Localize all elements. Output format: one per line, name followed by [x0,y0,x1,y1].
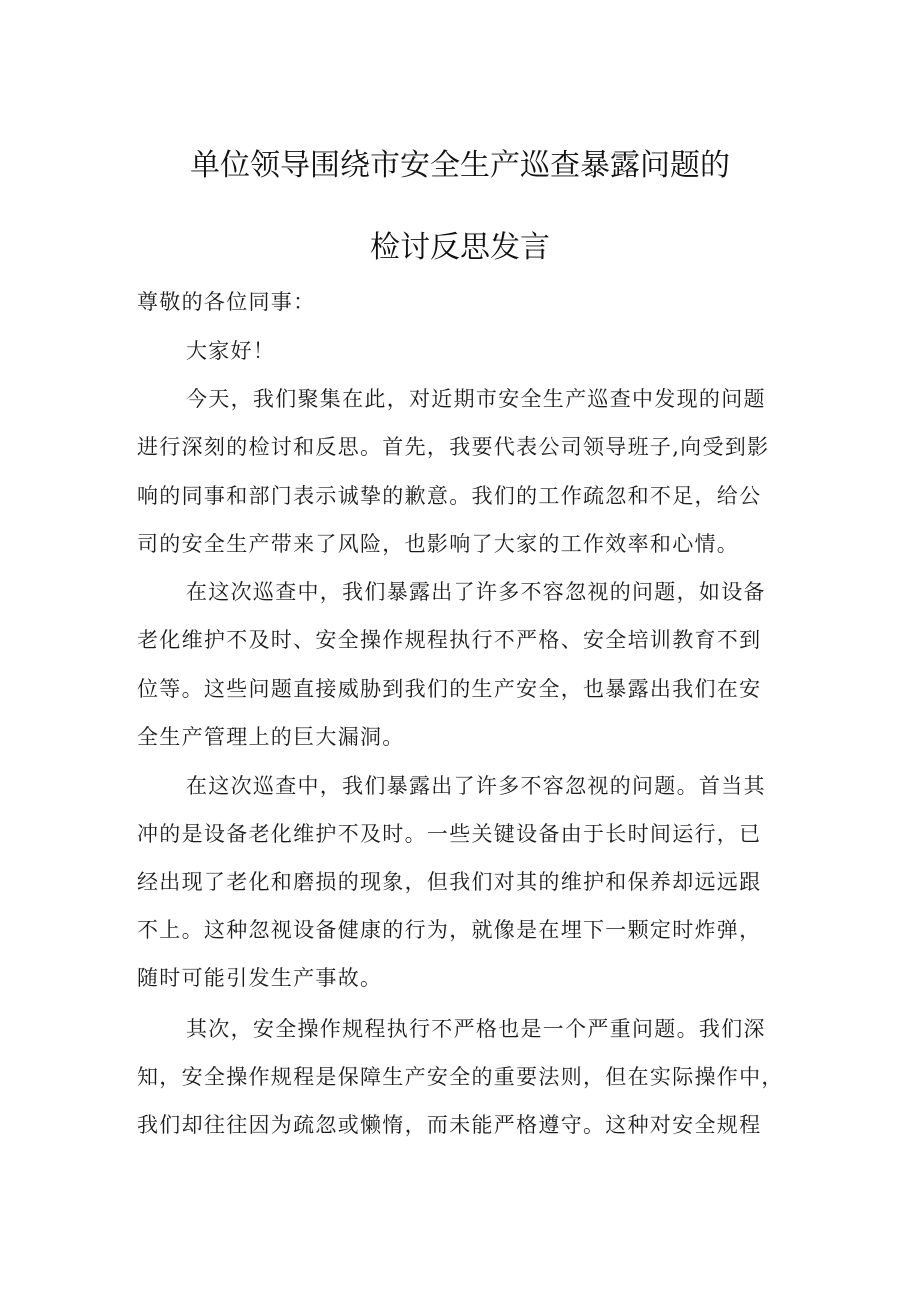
paragraph-line: 今天，我们聚集在此，对近期市安全生产巡查中发现的问题 [186,387,766,411]
document-title-line-2: 检讨反思发言 [370,230,550,265]
document-title-line-1: 单位领导围绕市安全生产巡查暴露问题的 [190,148,730,183]
paragraph-line: 不上。这种忽视设备健康的行为，就像是在埋下一颗定时炸弹， [137,918,762,942]
greeting: 大家好！ [186,339,276,363]
paragraph-line: 冲的是设备老化维护不及时。一些关键设备由于长时间运行，已 [137,822,762,846]
paragraph-line: 位等。这些问题直接威胁到我们的生产安全，也暴露出我们在安 [137,677,762,701]
paragraph-line: 响的同事和部门表示诚挚的歉意。我们的工作疏忽和不足，给公 [137,484,762,508]
paragraph-line: 在这次巡查中，我们暴露出了许多不容忽视的问题。首当其 [186,774,766,798]
paragraph-line: 经出现了老化和磨损的现象，但我们对其的维护和保养却远远跟 [137,870,762,894]
paragraph-line: 进行深刻的检讨和反思。首先，我要代表公司领导班子,向受到影 [137,435,770,459]
salutation: 尊敬的各位同事： [137,290,316,314]
paragraph-line: 全生产管理上的巨大漏洞。 [137,725,405,749]
paragraph-line: 在这次巡查中，我们暴露出了许多不容忽视的问题，如设备 [186,580,766,604]
paragraph-line: 其次，安全操作规程执行不严格也是一个严重问题。我们深 [186,1017,766,1041]
paragraph-line: 随时可能引发生产事故。 [137,966,383,990]
paragraph-line: 老化维护不及时、安全操作规程执行不严格、安全培训教育不到 [137,628,762,652]
paragraph-line: 我们却往往因为疏忽或懒惰，而未能严格遵守。这种对安全规程 [137,1113,762,1137]
paragraph-line: 司的安全生产带来了风险，也影响了大家的工作效率和心情。 [137,532,740,556]
paragraph-line: 知，安全操作规程是保障生产安全的重要法则，但在实际操作中， [137,1065,784,1089]
